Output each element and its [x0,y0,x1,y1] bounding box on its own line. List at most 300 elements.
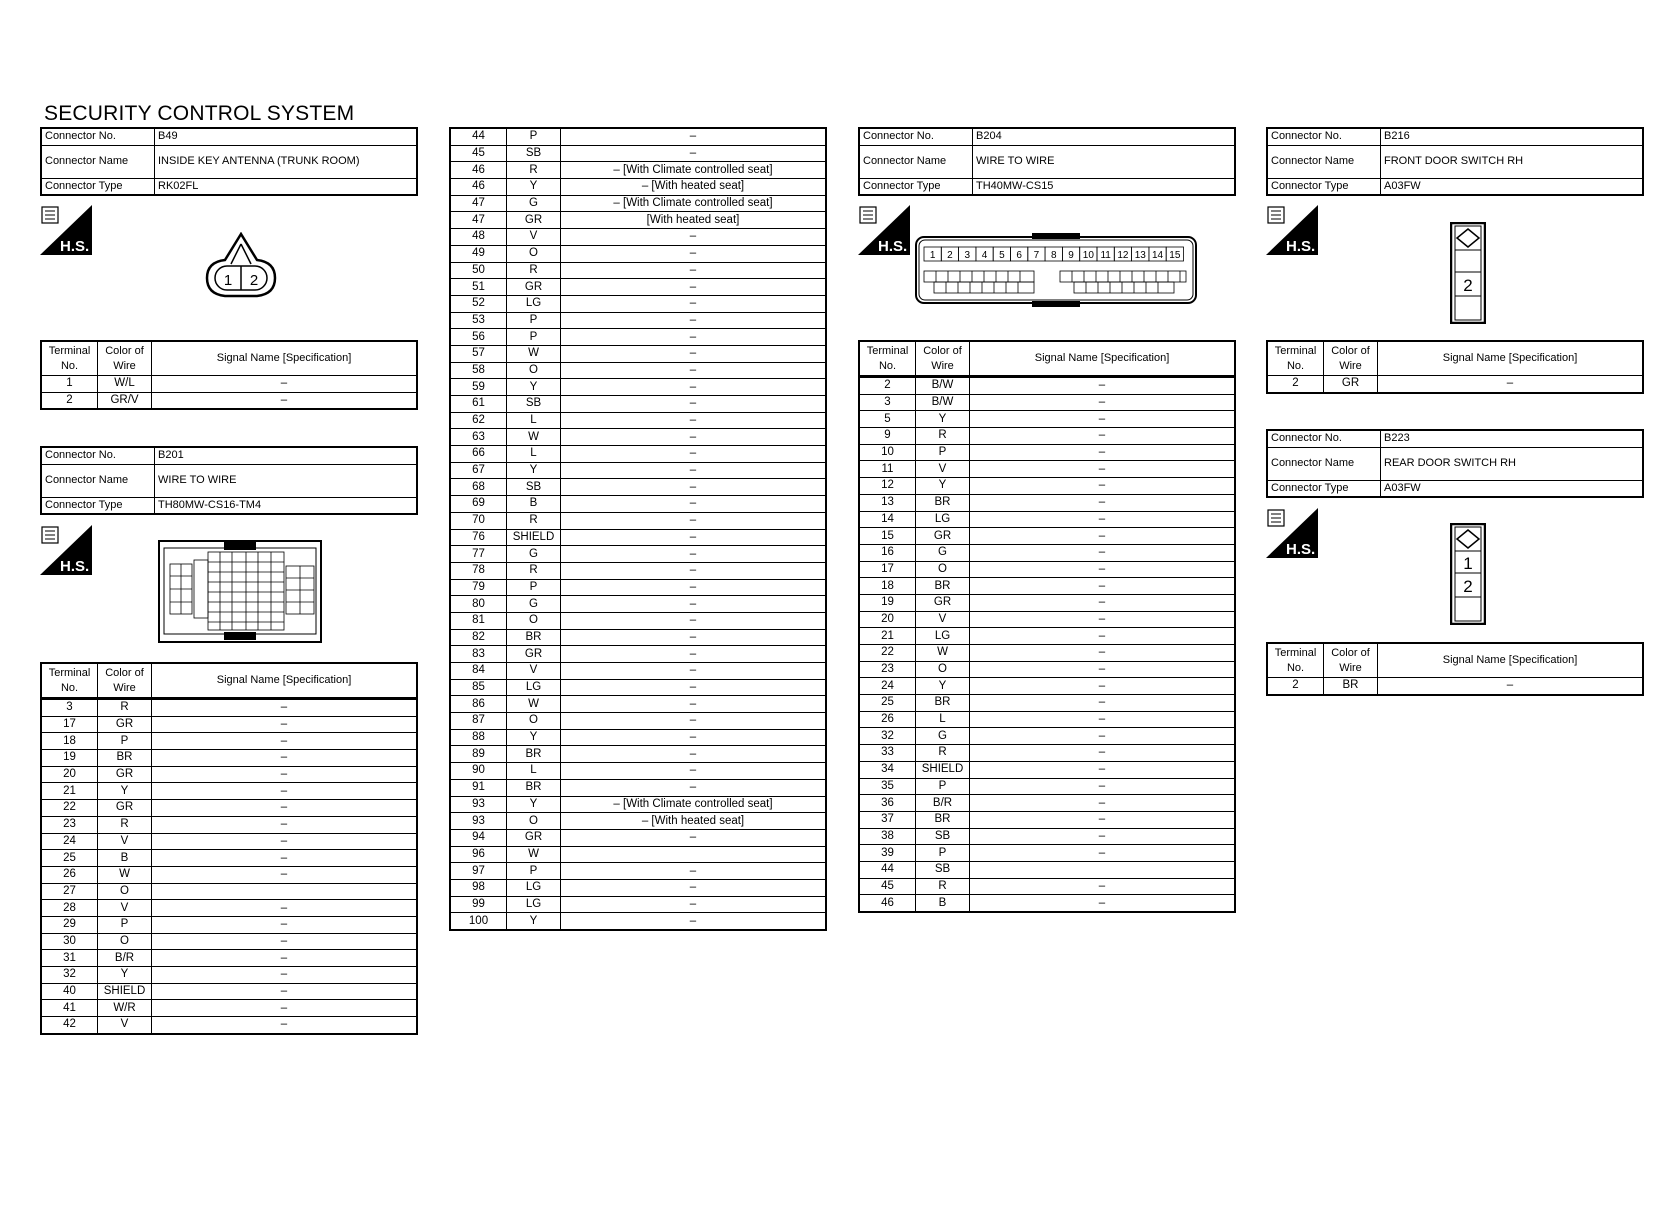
terminal-no-cell: 10 [859,444,916,461]
terminal-no-cell: 32 [859,728,916,745]
wire-color-cell: V [507,663,561,680]
wire-color-cell: LG [507,896,561,913]
terminal-no-cell: 44 [450,128,507,145]
table-row [450,913,826,930]
signal-cell: – [561,345,827,362]
terminal-no-cell: 58 [450,362,507,379]
wire-color-cell: O [916,561,970,578]
pin-label: 3 [964,250,971,261]
terminal-no-cell: 77 [450,546,507,563]
signal-cell: – [561,779,827,796]
wire-color-cell: L [507,412,561,429]
wire-color-cell: V [98,833,152,850]
table-row [450,596,826,613]
terminal-no-cell: 42 [41,1017,98,1034]
signal-cell: – [970,578,1236,595]
terminal-no-cell: 12 [859,478,916,495]
hs-icon [858,205,910,255]
connector-b201-diagram [158,540,322,643]
terminal-no-cell: 9 [859,428,916,445]
terminal-no-cell: 81 [450,612,507,629]
wire-color-cell: P [507,128,561,145]
signal-cell: – [561,396,827,413]
wire-color-cell: BR [507,746,561,763]
wire-color-cell: Y [916,411,970,428]
signal-cell: – [970,378,1236,395]
wire-color-cell: SB [507,396,561,413]
table-row [859,745,1235,762]
signal-cell: – [152,816,418,833]
wire-color-cell: O [507,612,561,629]
table-row [41,716,417,733]
wire-color-cell: W [507,846,561,863]
terminal-no-cell: 16 [859,544,916,561]
wire-color-cell: P [507,329,561,346]
wire-color-cell: SB [507,145,561,162]
table-row [450,162,826,179]
signal-cell: – [With heated seat] [561,179,827,196]
table-row [450,245,826,262]
terminal-no-cell: 97 [450,863,507,880]
signal-cell: – [970,678,1236,695]
b204-rows [858,377,1236,913]
wire-color-cell: Y [98,783,152,800]
wire-color-cell: Y [507,796,561,813]
table-row [450,362,826,379]
table-row: 2 GR/V – [41,392,417,409]
wire-color-cell: G [507,546,561,563]
terminal-no-cell: 36 [859,795,916,812]
terminal-no-cell: 17 [41,716,98,733]
signal-cell: – [152,766,418,783]
connector-name-label: Connector Name [41,145,155,178]
table-row [450,562,826,579]
signal-cell: – [970,411,1236,428]
signal-cell: – [970,645,1236,662]
signal-cell: – [561,329,827,346]
table-row [450,579,826,596]
table-row [41,733,417,750]
signal-cell: – [970,478,1236,495]
table-row [859,795,1235,812]
connector-no-value: B49 [155,128,418,145]
wire-color-cell: P [507,312,561,329]
terminal-no-cell: 2 [859,378,916,395]
connector-no-label: Connector No. [859,128,973,145]
connector-name-label: Connector Name [859,145,973,178]
connector-name-value: REAR DOOR SWITCH RH [1381,447,1644,480]
terminal-no-cell: 20 [41,766,98,783]
table-row [859,711,1235,728]
wire-color-cell: O [98,933,152,950]
wire-color-cell: Y [507,379,561,396]
signal-cell: – [152,1017,418,1034]
terminal-no-cell: 32 [41,967,98,984]
hs-label: H.S. [1286,238,1316,255]
connector-b223-diagram [1450,523,1486,625]
terminal-no-cell: 23 [859,661,916,678]
table-row [859,728,1235,745]
terminal-no-cell: 22 [41,800,98,817]
signal-cell: – [561,663,827,680]
hs-icon [1266,205,1318,255]
signal-cell: – [561,245,827,262]
signal-cell: [With heated seat] [561,212,827,229]
wire-color-cell: GR [507,829,561,846]
table-row [450,496,826,513]
table-row [41,967,417,984]
table-row [450,145,826,162]
hs-label: H.S. [1286,541,1316,558]
table-row [450,713,826,730]
terminal-no-cell: 18 [859,578,916,595]
connector-type-label: Connector Type [859,178,973,195]
connector-b223-terminal-table [1266,642,1644,696]
pin-2: 2 [1463,577,1473,596]
terminal-no-cell: 41 [41,1000,98,1017]
wire-color-cell: GR [507,212,561,229]
wire-color-cell: W [507,429,561,446]
table-row [450,612,826,629]
wire-color-cell: V [98,1017,152,1034]
signal-cell: – [152,783,418,800]
wire-color-cell: L [507,763,561,780]
terminal-no-cell: 91 [450,779,507,796]
terminal-no-cell: 11 [859,461,916,478]
table-row [450,529,826,546]
terminal-no-cell: 26 [859,711,916,728]
terminal-no-cell: 51 [450,279,507,296]
hs-label: H.S. [60,558,90,575]
table-row [41,766,417,783]
terminal-no-cell: 38 [859,828,916,845]
signal-cell: – [970,394,1236,411]
terminal-no-cell: 57 [450,345,507,362]
table-row [41,866,417,883]
terminal-no-cell: 61 [450,396,507,413]
wire-color-cell: GR [916,594,970,611]
wire-color-cell: B/R [916,795,970,812]
signal-cell: – [561,546,827,563]
wire-color-cell: P [507,863,561,880]
pin-label: 4 [981,250,988,261]
terminal-no-cell: 70 [450,512,507,529]
signal-cell: – [561,529,827,546]
signal-cell: – [970,778,1236,795]
table-row [859,828,1235,845]
terminal-no-cell: 19 [859,594,916,611]
connector-b49-diagram [203,232,279,302]
terminal-no-cell: 35 [859,778,916,795]
table-row [859,378,1235,395]
pin-2: 2 [1463,276,1473,295]
terminal-no-cell: 69 [450,496,507,513]
terminal-no-cell: 40 [41,983,98,1000]
table-row [41,700,417,717]
connector-name-value: WIRE TO WIRE [973,145,1236,178]
table-row: 2 GR – [1267,376,1643,393]
signal-cell [561,846,827,863]
table-row [41,1000,417,1017]
signal-cell: – [561,896,827,913]
signal-cell: – [152,916,418,933]
wire-color-cell: W [507,345,561,362]
table-row [859,478,1235,495]
signal-cell: – [561,562,827,579]
terminal-no-cell: 30 [41,933,98,950]
connector-type-value: A03FW [1381,178,1644,195]
wire-color-cell: GR [507,646,561,663]
wire-color-cell: R [507,512,561,529]
signal-cell: – [561,696,827,713]
terminal-no-cell: 49 [450,245,507,262]
wire-color-cell: B [98,850,152,867]
signal-cell: – [561,229,827,246]
table-row [41,750,417,767]
pin-1: 1 [1463,554,1473,573]
hs-icon [40,525,92,575]
signal-cell: – [561,145,827,162]
connector-no-value: B223 [1381,430,1644,447]
wire-color-cell: W/R [98,1000,152,1017]
wire-color-cell: G [507,596,561,613]
signal-cell: – [970,878,1236,895]
signal-cell: – [561,496,827,513]
signal-cell: – [561,679,827,696]
table-row [450,295,826,312]
wire-color-cell: BR [507,779,561,796]
terminal-no-cell: 56 [450,329,507,346]
wire-color-cell: V [98,900,152,917]
wire-color-cell: Y [507,913,561,930]
table-row [41,983,417,1000]
signal-cell: – [970,828,1236,845]
connector-name-value: FRONT DOOR SWITCH RH [1381,145,1644,178]
table-row [859,444,1235,461]
terminal-no-cell: 62 [450,412,507,429]
wire-color-cell: GR [507,279,561,296]
signal-cell: – [152,700,418,717]
connector-b223-header [1266,429,1644,498]
color-header: Color of Wire [98,663,152,698]
terminal-no-cell: 48 [450,229,507,246]
wire-color-cell: GR [98,716,152,733]
wire-color-cell: LG [916,628,970,645]
terminal-no-cell: 59 [450,379,507,396]
connector-b49-terminal-table [40,340,418,410]
connector-b201-header [40,446,418,515]
signal-header: Signal Name [Specification] [1378,643,1644,678]
signal-cell: – [970,561,1236,578]
table-row [450,128,826,145]
signal-cell: – [561,879,827,896]
signal-cell [970,861,1236,878]
signal-cell: – [561,512,827,529]
table-row [41,800,417,817]
pin-label: 12 [1117,250,1129,261]
pin-1: 1 [223,272,233,289]
table-row [859,511,1235,528]
table-row [859,695,1235,712]
terminal-no-cell: 26 [41,866,98,883]
connector-name-value: WIRE TO WIRE [155,464,418,497]
table-row [859,878,1235,895]
table-row [450,863,826,880]
terminal-no-header: Terminal No. [1267,341,1324,376]
terminal-no-cell: 99 [450,896,507,913]
terminal-no-cell: 24 [41,833,98,850]
table-row [859,628,1235,645]
wire-color-cell: BR [916,578,970,595]
wire-color-cell: Y [916,478,970,495]
wire-color-cell: O [507,813,561,830]
table-row [41,916,417,933]
signal-cell: – [152,733,418,750]
connector-b204-header [858,127,1236,196]
signal-cell: – [970,594,1236,611]
table-row [859,494,1235,511]
signal-cell: – [152,850,418,867]
signal-cell: – [561,763,827,780]
wire-color-cell: GR [98,766,152,783]
connector-b216-header [1266,127,1644,196]
signal-cell: – [970,611,1236,628]
signal-cell: – [561,629,827,646]
wire-color-cell: BR [916,695,970,712]
signal-cell: – [561,596,827,613]
table-row [859,678,1235,695]
terminal-no-cell: 78 [450,562,507,579]
table-row [450,879,826,896]
wire-color-cell: SB [916,828,970,845]
signal-cell: – [561,279,827,296]
table-row [41,883,417,900]
table-row [41,816,417,833]
connector-type-label: Connector Type [1267,480,1381,497]
table-row [859,778,1235,795]
hs-icon [40,205,92,255]
table-row [450,345,826,362]
connector-no-value: B201 [155,447,418,464]
wire-color-cell: Y [507,179,561,196]
wire-color-cell: V [916,611,970,628]
signal-cell: – [561,412,827,429]
wire-color-cell: Y [507,729,561,746]
pin-label: 7 [1033,250,1040,261]
wire-color-cell: P [916,845,970,862]
terminal-no-cell: 45 [450,145,507,162]
table-row [450,446,826,463]
table-row [450,746,826,763]
signal-cell: – [With Climate controlled seat] [561,162,827,179]
connector-type-label: Connector Type [1267,178,1381,195]
signal-cell: – [970,711,1236,728]
table-row [859,428,1235,445]
signal-cell: – [970,811,1236,828]
terminal-no-cell: 79 [450,579,507,596]
table-row [450,379,826,396]
connector-name-label: Connector Name [1267,447,1381,480]
table-row [450,646,826,663]
terminal-no-cell: 46 [450,162,507,179]
signal-cell: – [With Climate controlled seat] [561,195,827,212]
terminal-no-cell: 98 [450,879,507,896]
wire-color-cell: L [916,711,970,728]
terminal-no-cell: 94 [450,829,507,846]
wire-color-cell: LG [507,679,561,696]
table-row [859,544,1235,561]
signal-cell: – [970,528,1236,545]
signal-cell [152,883,418,900]
wire-color-cell: Y [507,462,561,479]
table-row [450,696,826,713]
table-row [450,779,826,796]
terminal-no-cell: 52 [450,295,507,312]
connector-type-value: A03FW [1381,480,1644,497]
terminal-no-cell: 46 [450,179,507,196]
signal-cell: – [With heated seat] [561,813,827,830]
wire-color-cell: B/W [916,378,970,395]
table-row [41,783,417,800]
wire-color-cell: V [916,461,970,478]
wire-color-cell: SB [916,861,970,878]
signal-cell: – [561,379,827,396]
signal-cell: – [152,750,418,767]
wire-color-cell: BR [916,494,970,511]
pin-label: 13 [1134,250,1146,261]
pin-label: 5 [999,250,1005,261]
signal-cell: – [561,829,827,846]
table-row [859,611,1235,628]
table-row [450,312,826,329]
table-row [450,279,826,296]
table-row [450,763,826,780]
table-row [859,661,1235,678]
wire-color-cell: R [507,562,561,579]
pin-label: 10 [1082,250,1094,261]
signal-cell: – [152,1000,418,1017]
wire-color-cell: BR [916,811,970,828]
terminal-no-cell: 25 [41,850,98,867]
terminal-no-cell: 84 [450,663,507,680]
terminal-no-cell: 93 [450,796,507,813]
signal-cell: – [561,863,827,880]
connector-no-label: Connector No. [1267,430,1381,447]
signal-cell: – [561,612,827,629]
table-row: 1 W/L – [41,376,417,393]
connector-type-value: TH80MW-CS16-TM4 [155,497,418,514]
terminal-no-cell: 25 [859,695,916,712]
wire-color-cell: P [98,916,152,933]
terminal-no-cell: 14 [859,511,916,528]
wire-color-cell: R [916,745,970,762]
signal-cell: – [561,429,827,446]
terminal-no-cell: 3 [859,394,916,411]
hs-icon [1266,508,1318,558]
terminal-no-header: Terminal No. [41,341,98,376]
signal-cell: – [152,833,418,850]
terminal-no-cell: 46 [859,895,916,912]
terminal-no-cell: 53 [450,312,507,329]
terminal-no-cell: 5 [859,411,916,428]
pin-label: 15 [1169,250,1181,261]
wire-color-cell: O [98,883,152,900]
signal-cell: – [970,494,1236,511]
terminal-no-cell: 23 [41,816,98,833]
table-row [450,629,826,646]
connector-no-value: B204 [973,128,1236,145]
terminal-no-cell: 86 [450,696,507,713]
